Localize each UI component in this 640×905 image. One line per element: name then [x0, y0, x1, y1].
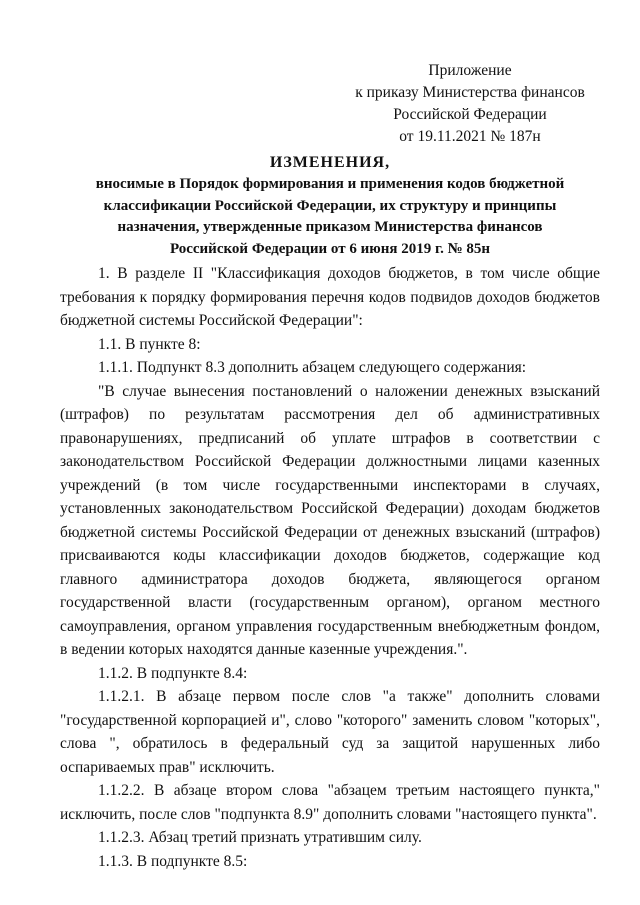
paragraph: 1.1.2.3. Абзац третий признать утратившим силу. — [98, 829, 422, 846]
appendix-line: к приказу Министерства финансов — [355, 84, 585, 101]
paragraph: 1.1.2.2. В абзаце втором слова "абзацем третьим настоящего пункта," исключить, после слов "подпункта 8.9" дополнить словами "настоящего пункта". — [60, 782, 600, 823]
appendix-line: Российской Федерации — [393, 106, 547, 123]
paragraph: 1.1.2. В подпункте 8.4: — [98, 664, 248, 682]
document-title — [60, 152, 600, 260]
title-sub-line: вносимые в Порядок формирования и применения кодов бюджетной — [95, 176, 565, 192]
paragraph: "В случае вынесения постановлений о наложении денежных взысканий (штрафов) по результатам рассмотрения дел об административных правонарушениях, предписаний об уплате штрафов в соответствии с законодательством Российской Федерации должностными лицами казенных учреждений (в том числе государственными инспекторами в случаях, установленных законодательством Российской Федерации) доходам бюджетов бюджетной системы Российской Федерации от денежных взысканий (штрафов) присваиваются коды классификации доходов бюджетов, содержащие код главного администратора доходов бюджета, являющегося органом государственной власти (государственным органом), органом местного самоуправления, органом управления государственным внебюджетным фондом, в ведении которых находятся данные казенные учреждения.". — [60, 382, 600, 658]
appendix-line: Приложение — [428, 62, 512, 79]
title-sub-line: классификации Российской Федерации, их структуру и принципы — [103, 197, 557, 214]
appendix-line: от 19.11.2021 № 187н — [399, 128, 541, 145]
title-sub-line: назначения, утвержденные приказом Министерства финансов — [117, 219, 543, 235]
paragraph: 1.1.1. Подпункт 8.3 дополнить абзацем следующего содержания: — [98, 359, 527, 376]
paragraph: 1.1. В пункте 8: — [98, 335, 201, 353]
paragraph: 1. В разделе II "Классификация доходов бюджетов, в том числе общие требования к порядку формирования перечня кодов подвидов доходов бюджетов бюджетной системы Российской Федерации": — [60, 265, 600, 329]
title-main: ИЗМЕНЕНИЯ, — [269, 154, 391, 171]
document-body — [60, 262, 600, 873]
paragraph: 1.1.3. В подпункте 8.5: — [98, 852, 248, 870]
paragraph: 1.1.2.1. В абзаце первом после слов "а также" дополнить словами "государственной корпорацией и", слово "которого" заменить словом "которых", слова ", обратилось в федеральный суд за защитой нарушенных либо оспариваемых прав" исключить. — [60, 688, 600, 776]
title-sub-line: Российской Федерации от 6 июня 2019 г. № 85н — [169, 240, 491, 257]
appendix-header — [340, 60, 600, 148]
